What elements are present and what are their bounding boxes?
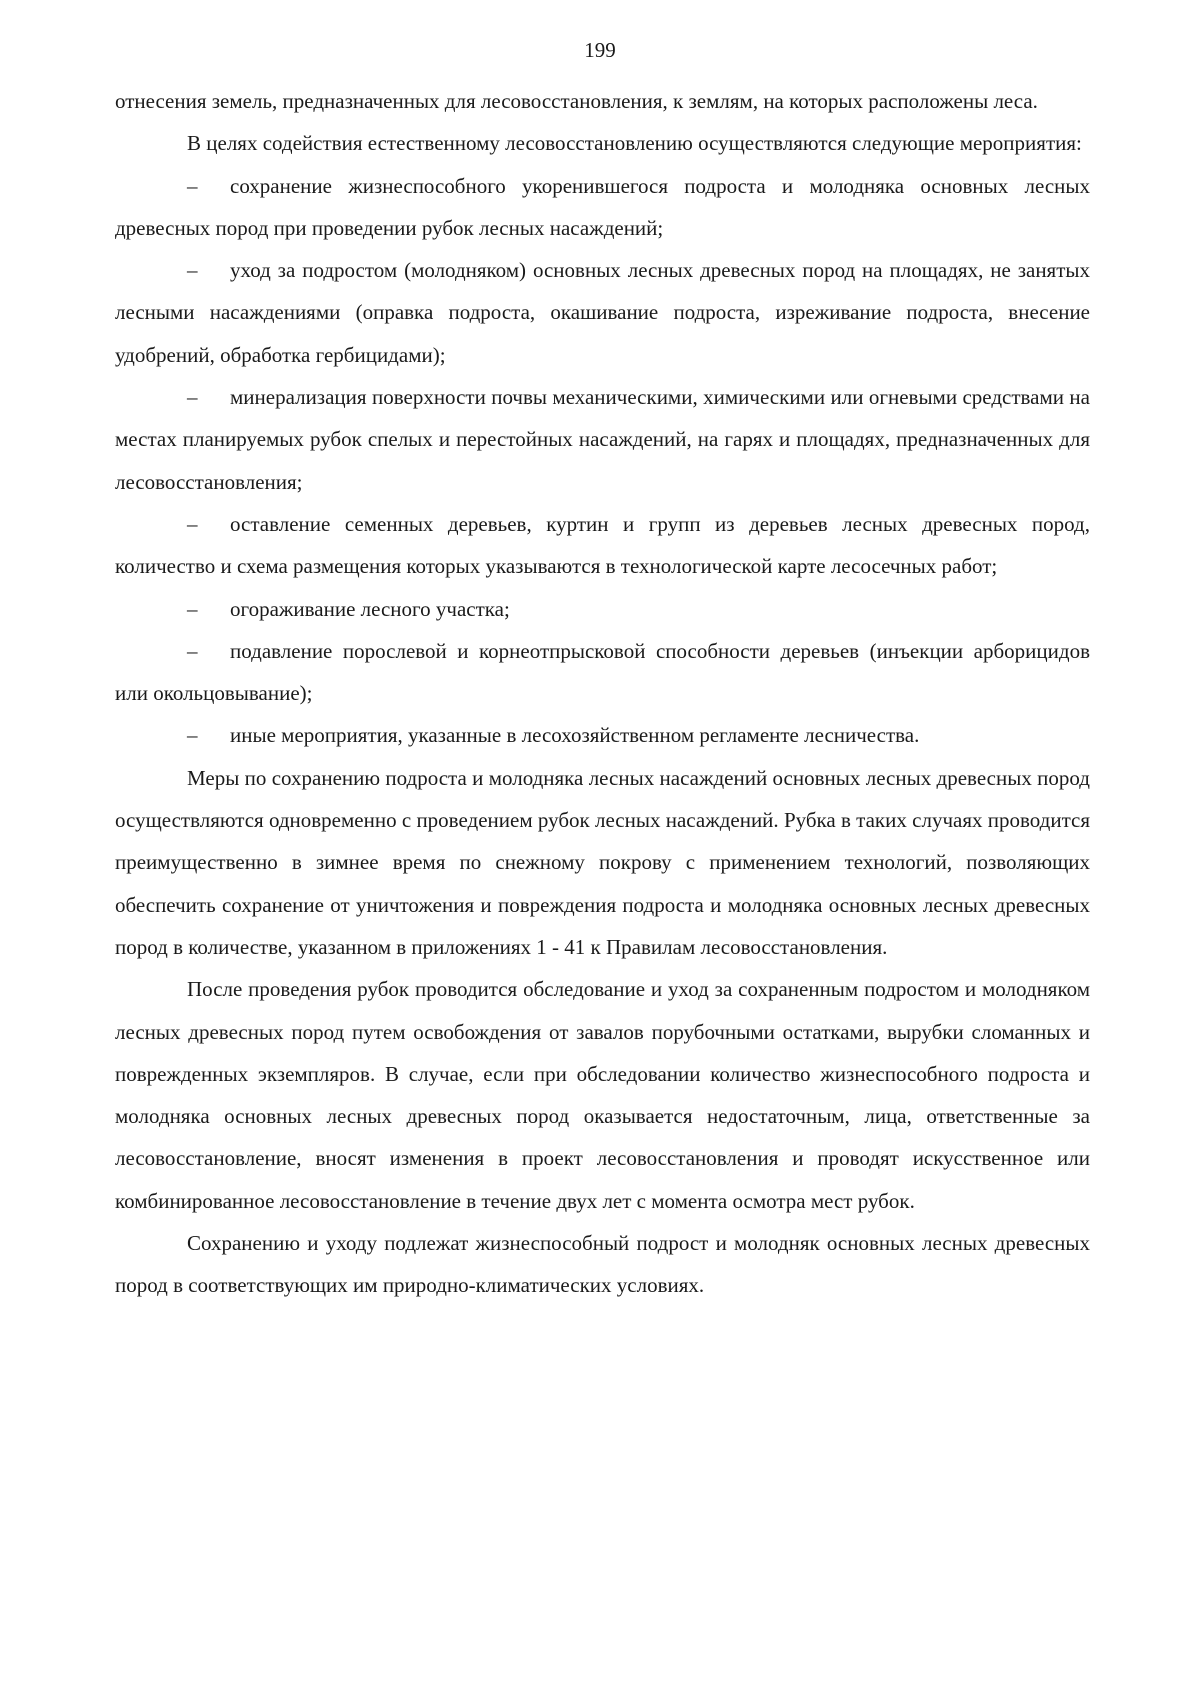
list-item-text: иные мероприятия, указанные в лесохозяйственном регламенте лесничества. [230, 723, 920, 748]
list-item-text: минерализация поверхности почвы механическими, химическими или огневыми средствами на местах планируемых рубок спелых и перестойных насаждений, на гарях и площадях, предназначенных для лесовосстановления; [115, 385, 1090, 494]
list-dash: – [187, 596, 198, 621]
list-item [115, 249, 1090, 376]
list-item [115, 503, 1090, 588]
list-dash: – [187, 173, 198, 198]
list-item-text: уход за подростом (молодняком) основных лесных древесных пород на площадях, не занятых лесными насаждениями (оправка подроста, окашивание подроста, изреживание подроста, внесение удобрений, обработка гербицидами); [115, 258, 1090, 367]
list-dash: – [187, 511, 198, 536]
list-item-text: огораживание лесного участка; [230, 596, 510, 621]
list-item [115, 588, 1090, 630]
list-dash: – [187, 258, 198, 283]
list-dash: – [187, 385, 198, 410]
list-item [115, 714, 1090, 756]
paragraph-intro: В целях содействия естественному лесовосстановлению осуществляются следующие мероприятия: [187, 131, 1082, 156]
paragraph-continuation: отнесения земель, предназначенных для лесовосстановления, к землям, на которых расположены леса. [115, 89, 1038, 113]
document-body [115, 80, 1090, 1307]
paragraph-preservation: Сохранению и уходу подлежат жизнеспособный подрост и молодняк основных лесных древесных пород в соответствующих им природно-климатических условиях. [115, 1231, 1090, 1298]
paragraph-measures: Меры по сохранению подроста и молодняка лесных насаждений основных лесных древесных пород осуществляются одновременно с проведением рубок лесных насаждений. Рубка в таких случаях проводится преимущественно в зимнее время по снежному покрову с применением технологий, позволяющих обеспечить сохранение от уничтожения и повреждения подроста и молодняка основных лесных древесных пород в количестве, указанном в приложениях 1 - 41 к Правилам лесовосстановления. [115, 765, 1090, 959]
page-number: 199 [584, 38, 616, 62]
list-item-text: сохранение жизнеспособного укоренившегося подроста и молодняка основных лесных древесных пород при проведении рубок лесных насаждений; [115, 173, 1090, 240]
list-item [115, 165, 1090, 250]
list-item-text: оставление семенных деревьев, куртин и групп из деревьев лесных древесных пород, количество и схема размещения которых указываются в технологической карте лесосечных работ; [115, 511, 1090, 579]
list-item [115, 376, 1090, 503]
list-dash: – [187, 723, 198, 748]
list-item [115, 630, 1090, 715]
list-item-text: подавление порослевой и корнеотпрысковой способности деревьев (инъекции арборицидов или окольцовывание); [115, 638, 1090, 706]
list-dash: – [187, 638, 198, 663]
paragraph-after-logging: После проведения рубок проводится обследование и уход за сохраненным подростом и молодняком лесных древесных пород путем освобождения от завалов порубочными остатками, вырубки сломанных и поврежденных экземпляров. В случае, если при обследовании количество жизнеспособного подроста и молодняка основных лесных древесных пород оказывается недостаточным, лица, ответственные за лесовосстановление, вносят изменения в проект лесовосстановления и проводят искусственное или комбинированное лесовосстановление в течение двух лет с момента осмотра мест рубок. [115, 977, 1090, 1213]
